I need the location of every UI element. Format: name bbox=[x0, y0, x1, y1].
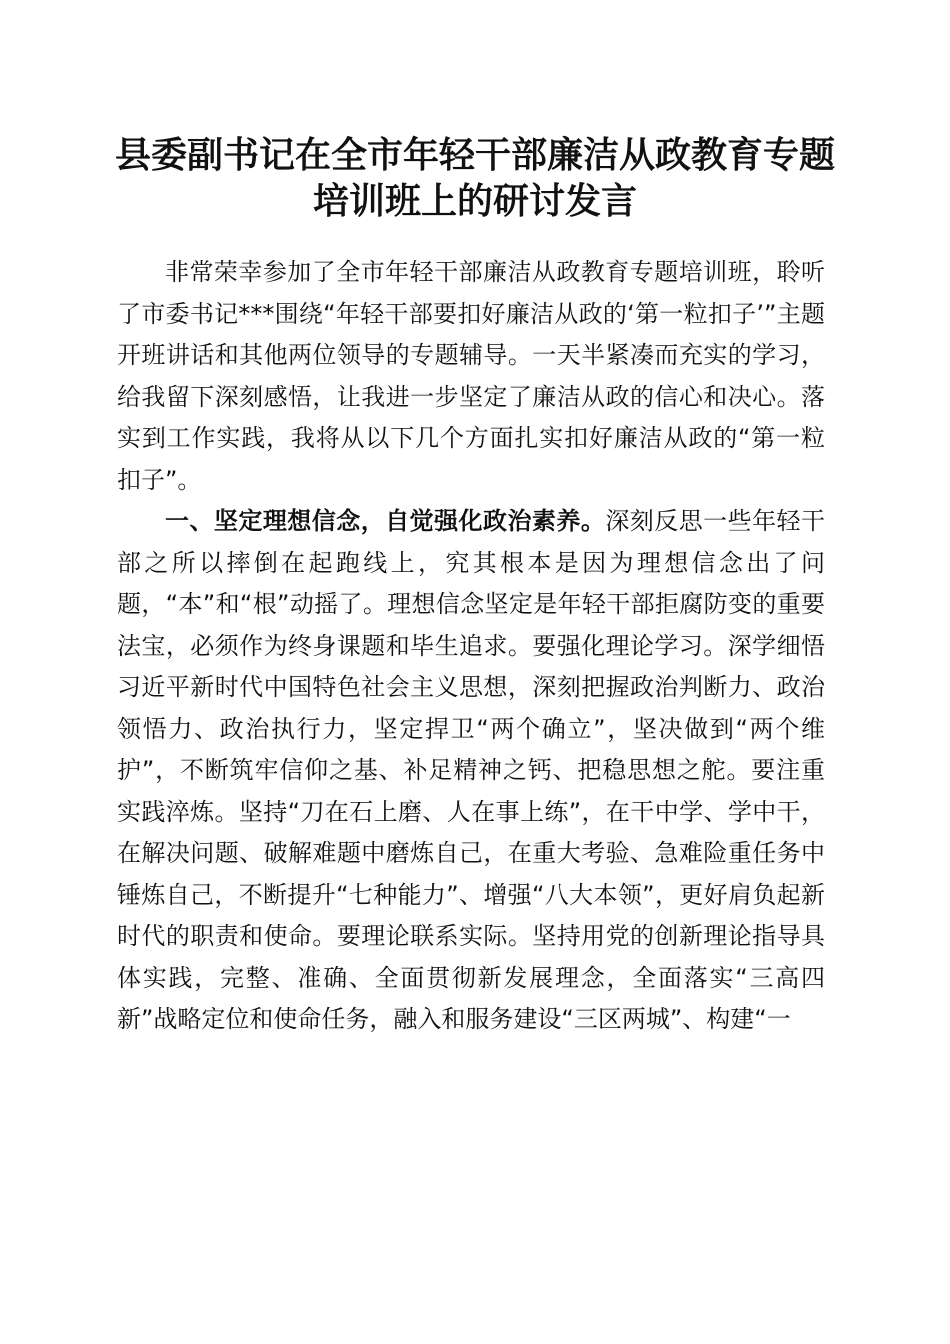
title-line-2: 培训班上的研讨发言 bbox=[312, 180, 637, 222]
intro-paragraph: 非常荣幸参加了全市年轻干部廉洁从政教育专题培训班，聆听了市委书记***围绕“年轻干部要扣好廉洁从政的‘第一粒扣子’”主题开班讲话和其他两位领导的专题辅导。一天半紧凑而充实的学习，给我留下深刻感悟，让我进一步坚定了廉洁从政的信心和决心。落实到工作实践，我将从以下几个方面扎实扣好廉洁从政的“第一粒扣子”。 bbox=[117, 258, 825, 494]
title-line-1: 县委副书记在全市年轻干部廉洁从政教育专题 bbox=[114, 134, 835, 176]
section-1-body: 深刻反思一些年轻干部之所以摔倒在起跑线上，究其根本是因为理想信念出了问题，“本”和“根”动摇了。理想信念坚定是年轻干部拒腐防变的重要法宝，必须作为终身课题和毕生追求。要强化理论学习。深学细悟习近平新时代中国特色社会主义思想，深刻把握政治判断力、政治领悟力、政治执行力，坚定捍卫“两个确立”，坚决做到“两个维护”，不断筑牢信仰之基、补足精神之钙、把稳思想之舵。要注重实践淬炼。坚持“刀在石上磨、人在事上练”，在干中学、学中干，在解决问题、破解难题中磨炼自己，在重大考验、急难险重任务中锤炼自己，不断提升“七种能力”、增强“八大本领”，更好肩负起新时代的职责和使命。要理论联系实际。坚持用党的创新理论指导具体实践，完整、准确、全面贯彻新发展理念，全面落实“三高四新”战略定位和使命任务，融入和服务建设“三区两城”、构建“一 bbox=[117, 507, 826, 1033]
section-1-paragraph bbox=[117, 501, 825, 1041]
document-title bbox=[100, 132, 850, 224]
section-1-heading: 一、坚定理想信念，自觉强化政治素养。 bbox=[165, 507, 606, 535]
document-body bbox=[117, 252, 825, 1041]
